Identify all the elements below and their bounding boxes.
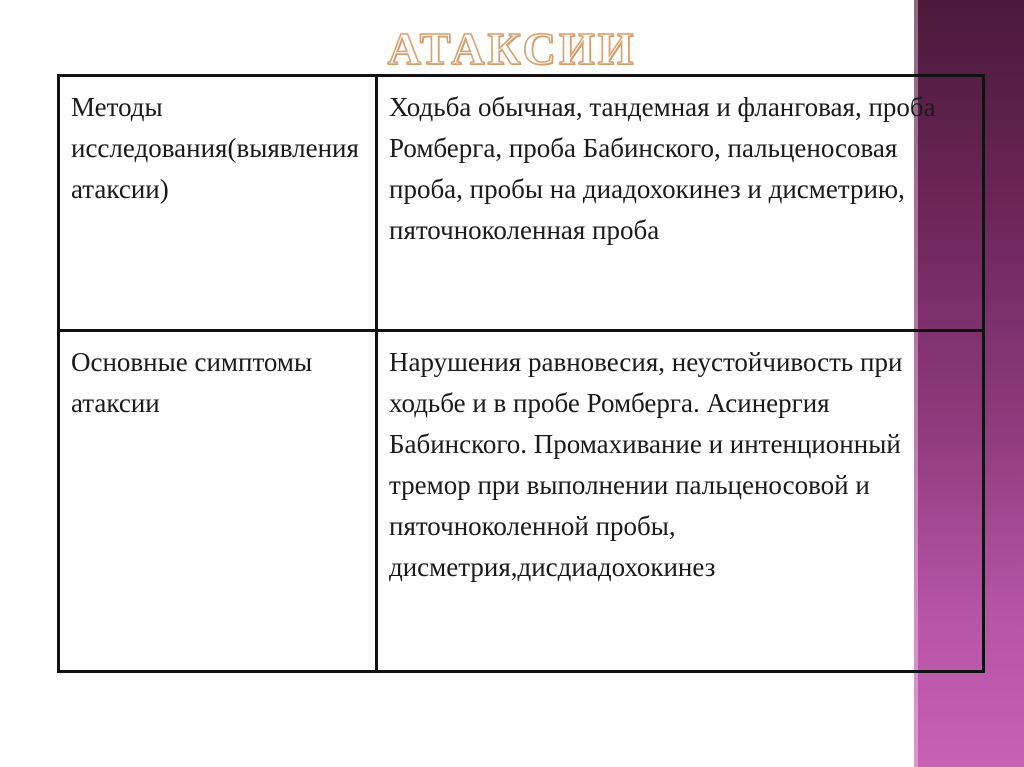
slide-title: АТАКСИИ bbox=[387, 23, 637, 74]
ataxia-table bbox=[57, 74, 985, 673]
methods-content-cell: Ходьба обычная, тандемная и фланговая, проба Ромберга, проба Бабинского, пальценосовая проба, пробы на диадохокинез и дисметрию, пяточноколенная проба bbox=[377, 76, 984, 331]
table-row-symptoms bbox=[59, 331, 984, 672]
symptoms-label-cell: Основные симптомы атаксии bbox=[59, 331, 377, 672]
symptoms-content-cell: Нарушения равновесия, неустойчивость при ходьбе и в пробе Ромберга. Асинергия Бабинского. Промахивание и интенционный тремор при выполнении пальценосовой и пяточноколенной пробы, дисметрия,дисдиадохокинез bbox=[377, 331, 984, 672]
table-row-methods bbox=[59, 76, 984, 331]
methods-label-cell: Методы исследования(выявления атаксии) bbox=[59, 76, 377, 331]
